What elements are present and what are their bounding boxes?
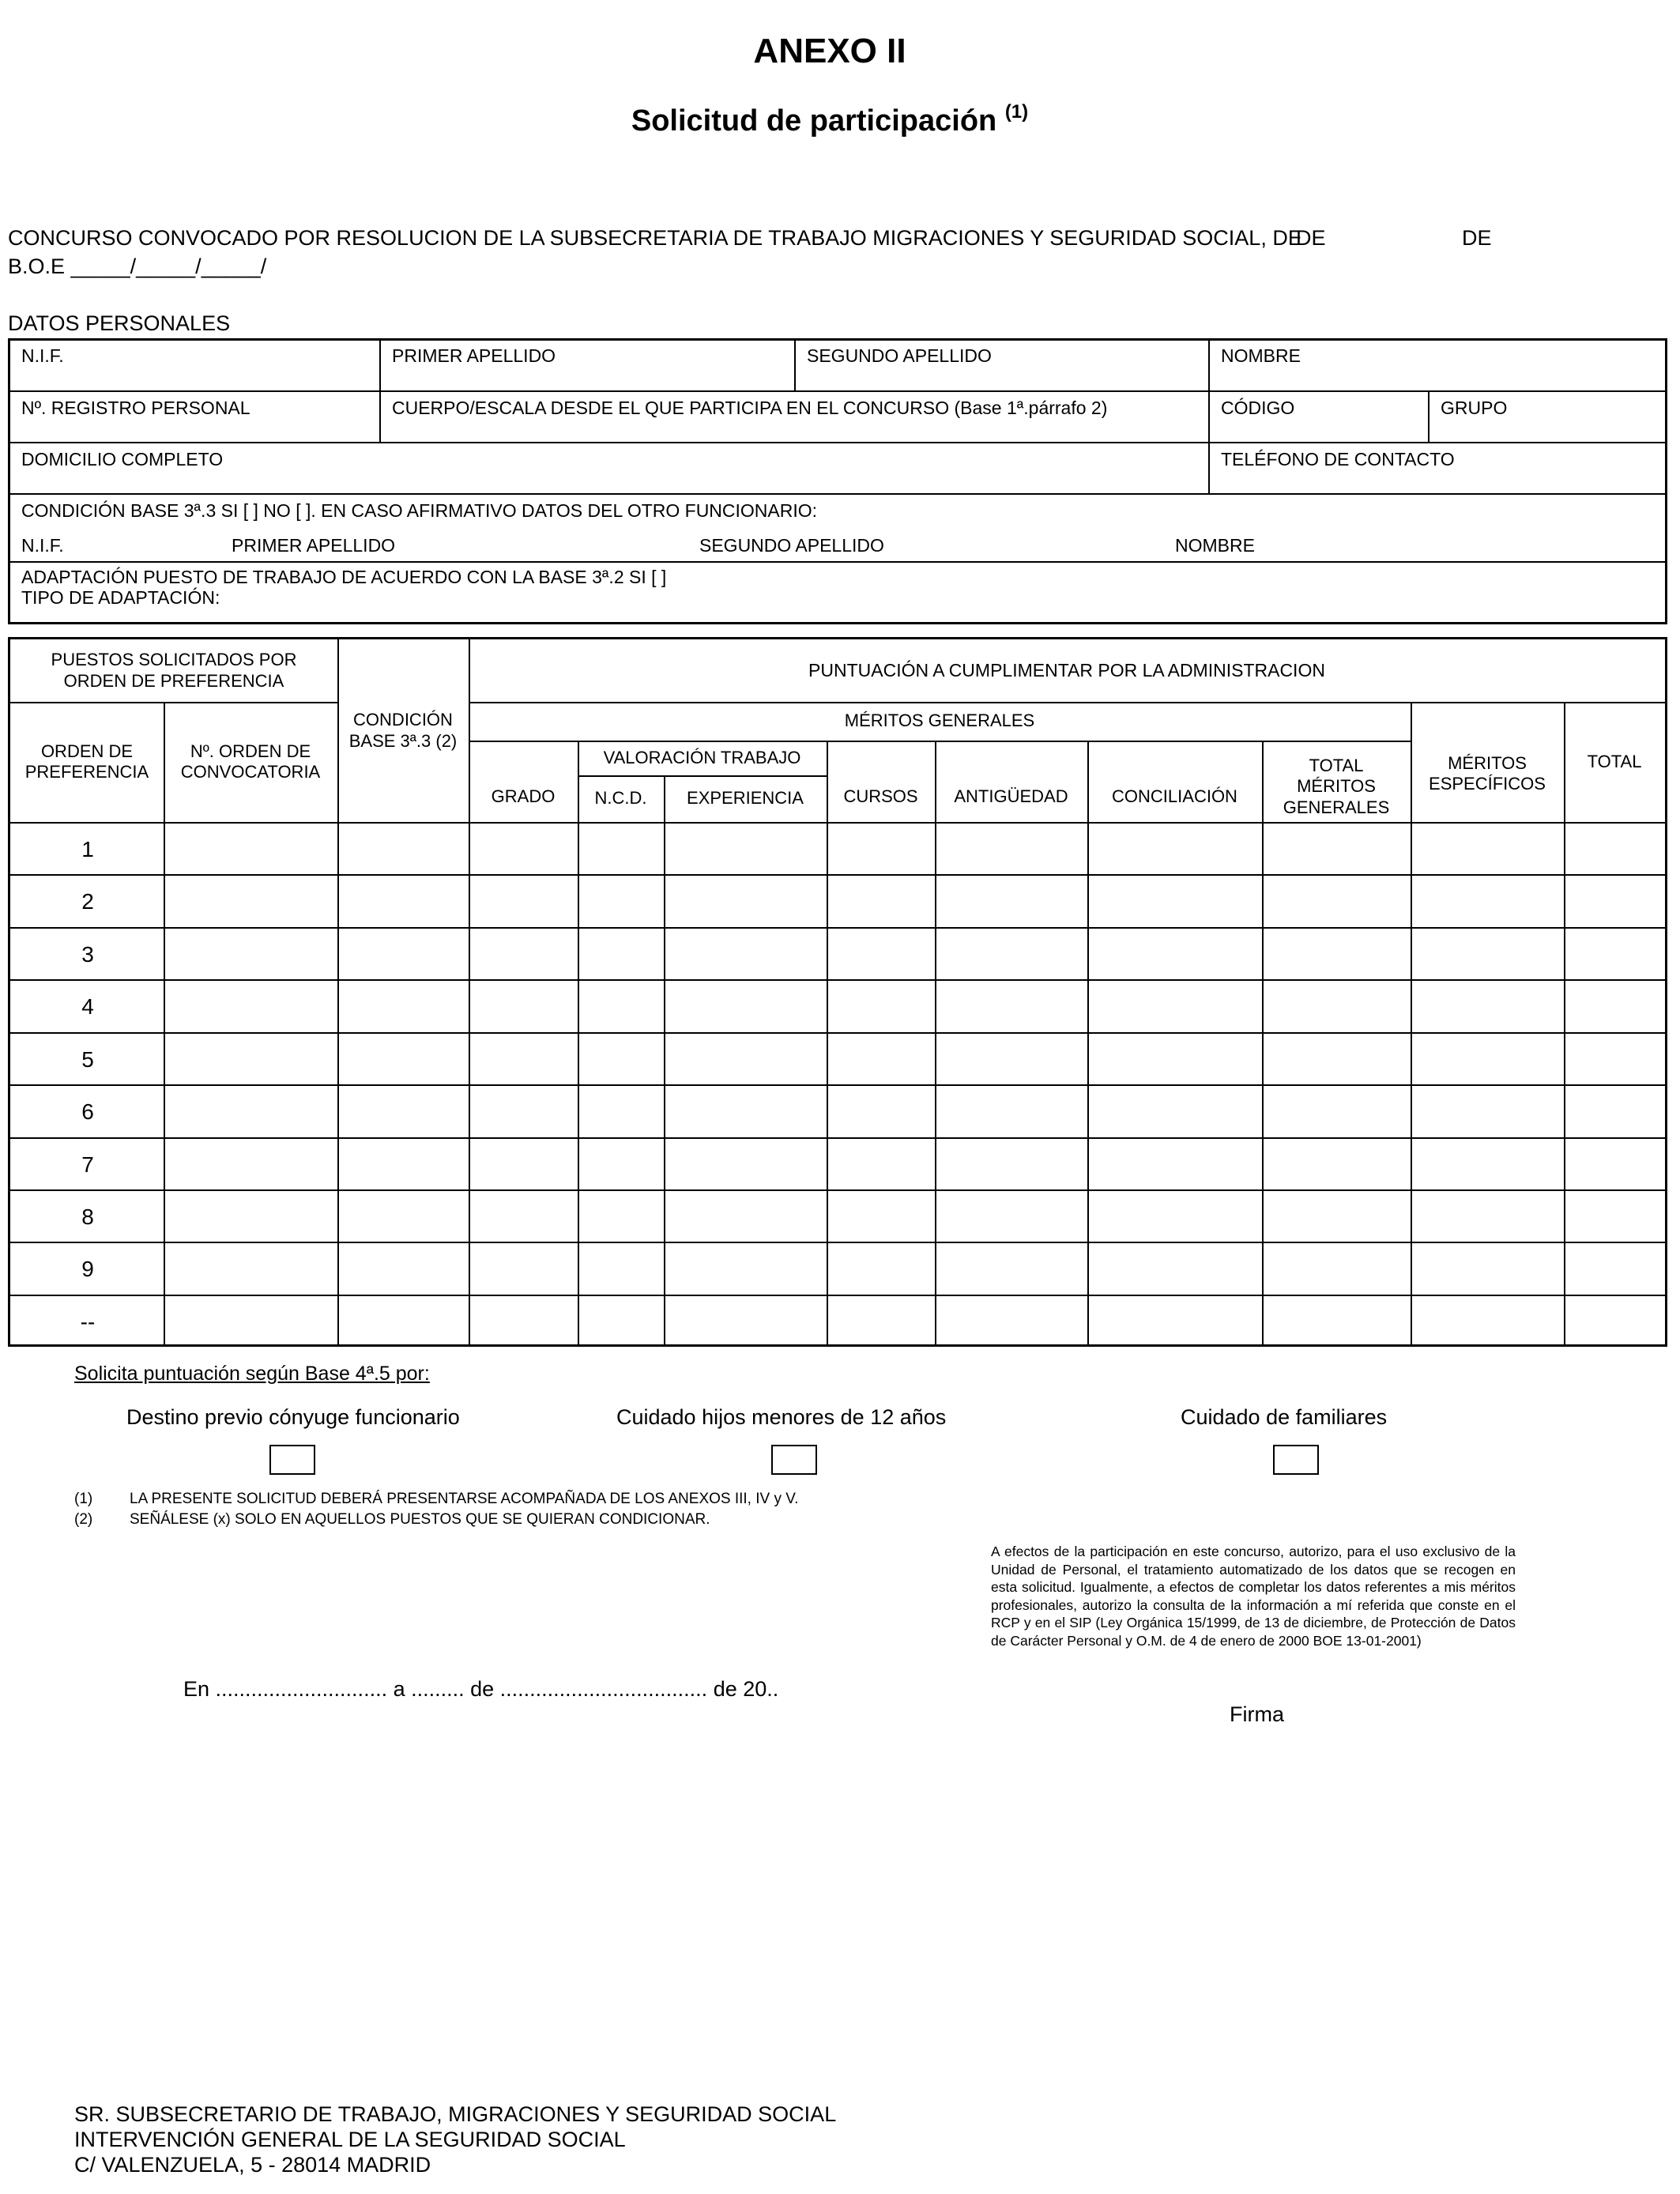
row-number: 8	[81, 1204, 94, 1229]
footer-line-2: INTERVENCIÓN GENERAL DE LA SEGURIDAD SOCIAL	[74, 2128, 626, 2151]
signature-label: Firma	[1230, 1702, 1284, 1726]
row-number: 2	[81, 889, 94, 914]
concurso-text: CONCURSO CONVOCADO POR RESOLUCION DE LA SUBSECRETARIA DE TRABAJO MIGRACIONES Y SEGURIDAD SOCIAL, DE	[8, 226, 1302, 250]
header-ncd: N.C.D.	[594, 788, 647, 809]
field-registro-personal[interactable]: Nº. REGISTRO PERSONAL	[21, 398, 250, 418]
row-number: 1	[81, 837, 94, 861]
header-orden-preferencia: ORDEN DE PREFERENCIA	[24, 741, 149, 782]
field-segundo-apellido-otro[interactable]: SEGUNDO APELLIDO	[699, 535, 884, 556]
field-domicilio[interactable]: DOMICILIO COMPLETO	[21, 449, 224, 469]
header-orden-convocatoria: Nº. ORDEN DE CONVOCATORIA	[180, 741, 321, 782]
note-2-text: SEÑÁLESE (x) SOLO EN AQUELLOS PUESTOS QUE SE QUIERAN CONDICIONAR.	[130, 1511, 710, 1528]
field-primer-apellido[interactable]: PRIMER APELLIDO	[392, 345, 556, 366]
field-nif-otro[interactable]: N.I.F.	[21, 535, 64, 556]
subtitle-text: Solicitud de participación	[631, 104, 997, 138]
option-cuidado-familiares-label: Cuidado de familiares	[1181, 1405, 1388, 1429]
note-1-number: (1)	[74, 1491, 93, 1507]
header-antiguedad: ANTIGÜEDAD	[954, 786, 1068, 807]
header-puestos-solicitados: PUESTOS SOLICITADOS POR ORDEN DE PREFERENCIA	[51, 650, 297, 691]
header-meritos-generales: MÉRITOS GENERALES	[844, 711, 1035, 731]
field-cuerpo-escala[interactable]: CUERPO/ESCALA DESDE EL QUE PARTICIPA EN EL CONCURSO (Base 1ª.párrafo 2)	[392, 398, 1108, 418]
row-number: 6	[81, 1099, 94, 1124]
row-number: 5	[81, 1047, 94, 1072]
personal-data-heading: DATOS PERSONALES	[8, 311, 231, 335]
field-telefono[interactable]: TELÉFONO DE CONTACTO	[1221, 449, 1455, 469]
header-grado: GRADO	[491, 786, 556, 807]
footer-line-1: SR. SUBSECRETARIO DE TRABAJO, MIGRACIONES Y SEGURIDAD SOCIAL	[74, 2102, 837, 2126]
base45-title: Solicita puntuación según Base 4ª.5 por:	[74, 1363, 430, 1385]
header-total-meritos-generales: TOTAL MÉRITOS GENERALES	[1283, 755, 1390, 817]
header-total: TOTAL	[1587, 751, 1642, 771]
concurso-de-1: DE	[1296, 226, 1326, 250]
subtitle-footnote-ref: (1)	[1004, 101, 1029, 123]
footer-line-3: C/ VALENZUELA, 5 - 28014 MADRID	[74, 2153, 431, 2177]
row-number: 7	[81, 1152, 94, 1177]
header-valoracion-trabajo: VALORACIÓN TRABAJO	[603, 747, 801, 767]
checkbox-destino-conyuge[interactable]	[269, 1445, 315, 1475]
consent-paragraph: A efectos de la participación en este concurso, autorizo, para el uso exclusivo de la Unidad de Personal, el tratamiento automatizado de los datos que se recogen en esta solicitud. Igualmente, a efectos de completar los datos referentes a mis méritos profesionales, autorizo la consulta de la información a mí referida que conste en el RCP y en el SIP (Ley Orgánica 15/1999, de 13 de diciembre, de Protección de Datos de Carácter Personal y O.M. de 4 de enero de 2000 BOE 13-01-2001)	[991, 1544, 1516, 1649]
note-2-number: (2)	[74, 1511, 93, 1528]
field-adaptacion[interactable]: ADAPTACIÓN PUESTO DE TRABAJO DE ACUERDO CON LA BASE 3ª.2 SI [ ]	[21, 567, 667, 587]
option-destino-conyuge-label: Destino previo cónyuge funcionario	[126, 1405, 460, 1429]
boe-date: B.O.E _____/_____/_____/	[8, 254, 267, 278]
option-cuidado-hijos-label: Cuidado hijos menores de 12 años	[616, 1405, 947, 1429]
header-cursos: CURSOS	[843, 786, 918, 807]
document-subtitle	[0, 101, 1659, 138]
row-number: 9	[81, 1257, 94, 1281]
field-grupo[interactable]: GRUPO	[1441, 398, 1508, 418]
header-condicion-base: CONDICIÓN BASE 3ª.3 (2)	[348, 710, 458, 751]
field-segundo-apellido[interactable]: SEGUNDO APELLIDO	[807, 345, 992, 366]
personal-data-table	[8, 338, 1667, 624]
checkbox-cuidado-familiares[interactable]	[1273, 1445, 1319, 1475]
field-nombre-otro[interactable]: NOMBRE	[1175, 535, 1255, 556]
field-tipo-adaptacion[interactable]: TIPO DE ADAPTACIÓN:	[21, 587, 220, 608]
field-nombre[interactable]: NOMBRE	[1221, 345, 1301, 366]
note-1-text: LA PRESENTE SOLICITUD DEBERÁ PRESENTARSE ACOMPAÑADA DE LOS ANEXOS III, IV y V.	[130, 1491, 799, 1507]
header-puntuacion: PUNTUACIÓN A CUMPLIMENTAR POR LA ADMINISTRACION	[808, 659, 1325, 680]
row-number: 3	[81, 942, 94, 967]
header-conciliacion: CONCILIACIÓN	[1112, 786, 1237, 807]
header-experiencia: EXPERIENCIA	[687, 788, 804, 809]
document-title: ANEXO II	[753, 32, 906, 70]
row-number: --	[80, 1310, 96, 1334]
concurso-de-2: DE	[1462, 226, 1492, 250]
place-date-line[interactable]: En ............................. a ......... de ................................... de 20..	[183, 1677, 779, 1701]
row-number: 4	[81, 994, 94, 1019]
checkbox-cuidado-hijos[interactable]	[771, 1445, 817, 1475]
field-primer-apellido-otro[interactable]: PRIMER APELLIDO	[232, 535, 396, 556]
puestos-grid	[8, 637, 1667, 1347]
field-nif[interactable]: N.I.F.	[21, 345, 64, 366]
header-meritos-especificos: MÉRITOS ESPECÍFICOS	[1429, 752, 1546, 794]
field-codigo[interactable]: CÓDIGO	[1221, 398, 1295, 418]
field-condicion-base[interactable]: CONDICIÓN BASE 3ª.3 SI [ ] NO [ ]. EN CASO AFIRMATIVO DATOS DEL OTRO FUNCIONARIO:	[21, 500, 818, 521]
